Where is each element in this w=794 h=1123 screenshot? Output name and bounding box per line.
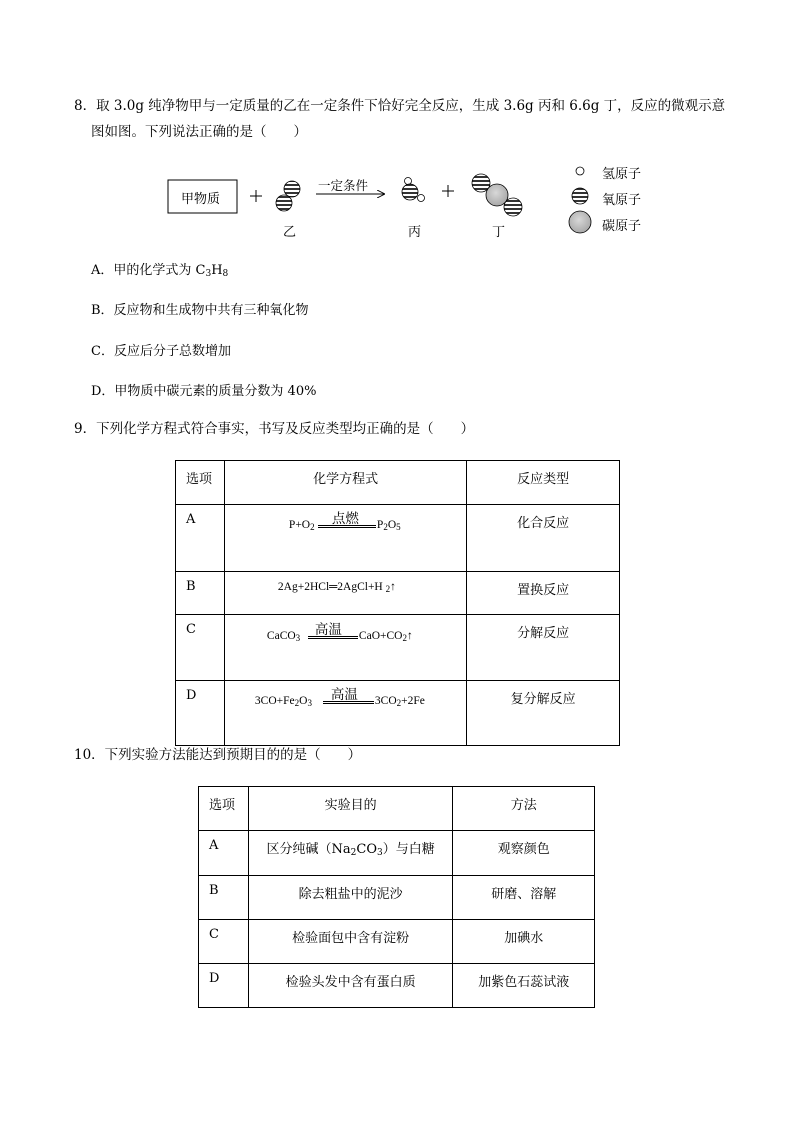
table-header-row — [199, 787, 595, 831]
method-cell: 研磨、溶解 — [453, 876, 595, 920]
equation-text: 2Ag+2HCl═2AgCl+H $_2$↑ — [277, 581, 396, 594]
method-cell: 加碘水 — [453, 920, 595, 964]
equation-lhs: $3CO+Fe_2O_3$ — [254, 695, 312, 708]
purpose-cell: 除去粗盐中的泥沙 — [248, 876, 453, 920]
q8-option-a: A．甲的化学式为 $C_3H_8$ — [91, 263, 229, 279]
row-option: B — [176, 572, 225, 615]
q8-option-c: C．反应后分子总数增加 — [91, 344, 231, 359]
molecule-yi-icon — [276, 181, 300, 211]
q10-stem: 10．下列实验方法能达到预期目的的是（ ） — [74, 747, 362, 763]
q10-table — [198, 786, 595, 1008]
legend-hydrogen: 氢原子 — [602, 167, 642, 182]
reaction-type: 复分解反应 — [467, 681, 620, 746]
label-bing: 丙 — [408, 225, 422, 240]
plus-sign-2 — [442, 185, 454, 197]
equation-lhs: CaCO$_3$ — [266, 630, 301, 643]
q9-stem: 9．下列化学方程式符合事实，书写及反应类型均正确的是（ ） — [74, 421, 475, 437]
purpose-cell: 检验面包中含有淀粉 — [248, 920, 453, 964]
q8-option-d: D．甲物质中碳元素的质量分数为 40% — [91, 384, 317, 399]
table-row — [199, 920, 595, 964]
plus-sign-1 — [250, 190, 262, 202]
q8-stem-line1: 8．取 3.0g 纯净物甲与一定质量的乙在一定条件下恰好完全反应，生成 3.6g 丙和 6.6g 丁，反应的微观示意 — [74, 98, 726, 114]
reaction-type: 置换反应 — [467, 572, 620, 615]
purpose-cell: 检验头发中含有蛋白质 — [248, 964, 453, 1008]
equation-rhs: $P_2O_5$ — [376, 519, 401, 532]
method-cell: 观察颜色 — [453, 831, 595, 876]
equation-cell — [224, 615, 466, 681]
header-option: 选项 — [199, 787, 249, 831]
equation-lhs: $P+O_2$ — [288, 519, 315, 532]
equals-sign — [318, 525, 376, 528]
carbon-atom-icon — [569, 211, 591, 233]
purpose-cell: 区分纯碱$(Na_2CO_3)$与白糖 — [248, 831, 453, 876]
molecule-bing-icon — [402, 178, 425, 202]
equation-rhs: $3CO_2+2Fe$ — [374, 695, 425, 708]
table-row — [199, 831, 595, 876]
row-option: A — [176, 505, 225, 572]
header-purpose: 实验目的 — [248, 787, 453, 831]
row-option: B — [199, 876, 249, 920]
equation-cell — [224, 681, 466, 746]
molecule-ding-icon — [472, 174, 522, 216]
legend-oxygen: 氧原子 — [602, 193, 642, 208]
table-row — [176, 615, 620, 681]
row-option: A — [199, 831, 249, 876]
substance-a-label: 甲物质 — [181, 192, 221, 207]
legend-carbon: 碳原子 — [602, 219, 642, 234]
header-method: 方法 — [453, 787, 595, 831]
reaction-condition: 一定条件 — [318, 178, 369, 193]
table-row — [199, 964, 595, 1008]
oxygen-atom-icon — [572, 188, 588, 204]
table-row — [176, 505, 620, 572]
equation-condition: 点燃 — [331, 511, 359, 527]
header-type: 反应类型 — [467, 461, 620, 505]
hydrogen-atom-icon — [576, 167, 584, 175]
table-row — [199, 876, 595, 920]
reaction-diagram — [0, 0, 794, 260]
reaction-type: 化合反应 — [467, 505, 620, 572]
row-option: D — [176, 681, 225, 746]
reaction-type: 分解反应 — [467, 615, 620, 681]
equation-cell — [224, 572, 466, 615]
row-option: D — [199, 964, 249, 1008]
q8-option-b: B．反应物和生成物中共有三种氧化物 — [91, 303, 309, 318]
label-yi: 乙 — [283, 225, 297, 240]
q8-stem-line2: 图如图。下列说法正确的是（ ） — [91, 124, 307, 140]
table-row — [176, 681, 620, 746]
equation-cell — [224, 505, 466, 572]
equals-sign — [308, 636, 358, 639]
equation-condition: 高温 — [330, 687, 358, 703]
table-row — [176, 572, 620, 615]
equation-condition: 高温 — [314, 622, 342, 638]
q9-table — [175, 460, 620, 746]
label-ding: 丁 — [492, 225, 506, 240]
header-equation: 化学方程式 — [224, 461, 466, 505]
equation-rhs: $CaO+CO_2↑$ — [358, 630, 413, 643]
equals-sign — [323, 701, 374, 704]
method-cell: 加紫色石蕊试液 — [453, 964, 595, 1008]
table-header-row — [176, 461, 620, 505]
header-option: 选项 — [176, 461, 225, 505]
row-option: C — [199, 920, 249, 964]
row-option: C — [176, 615, 225, 681]
